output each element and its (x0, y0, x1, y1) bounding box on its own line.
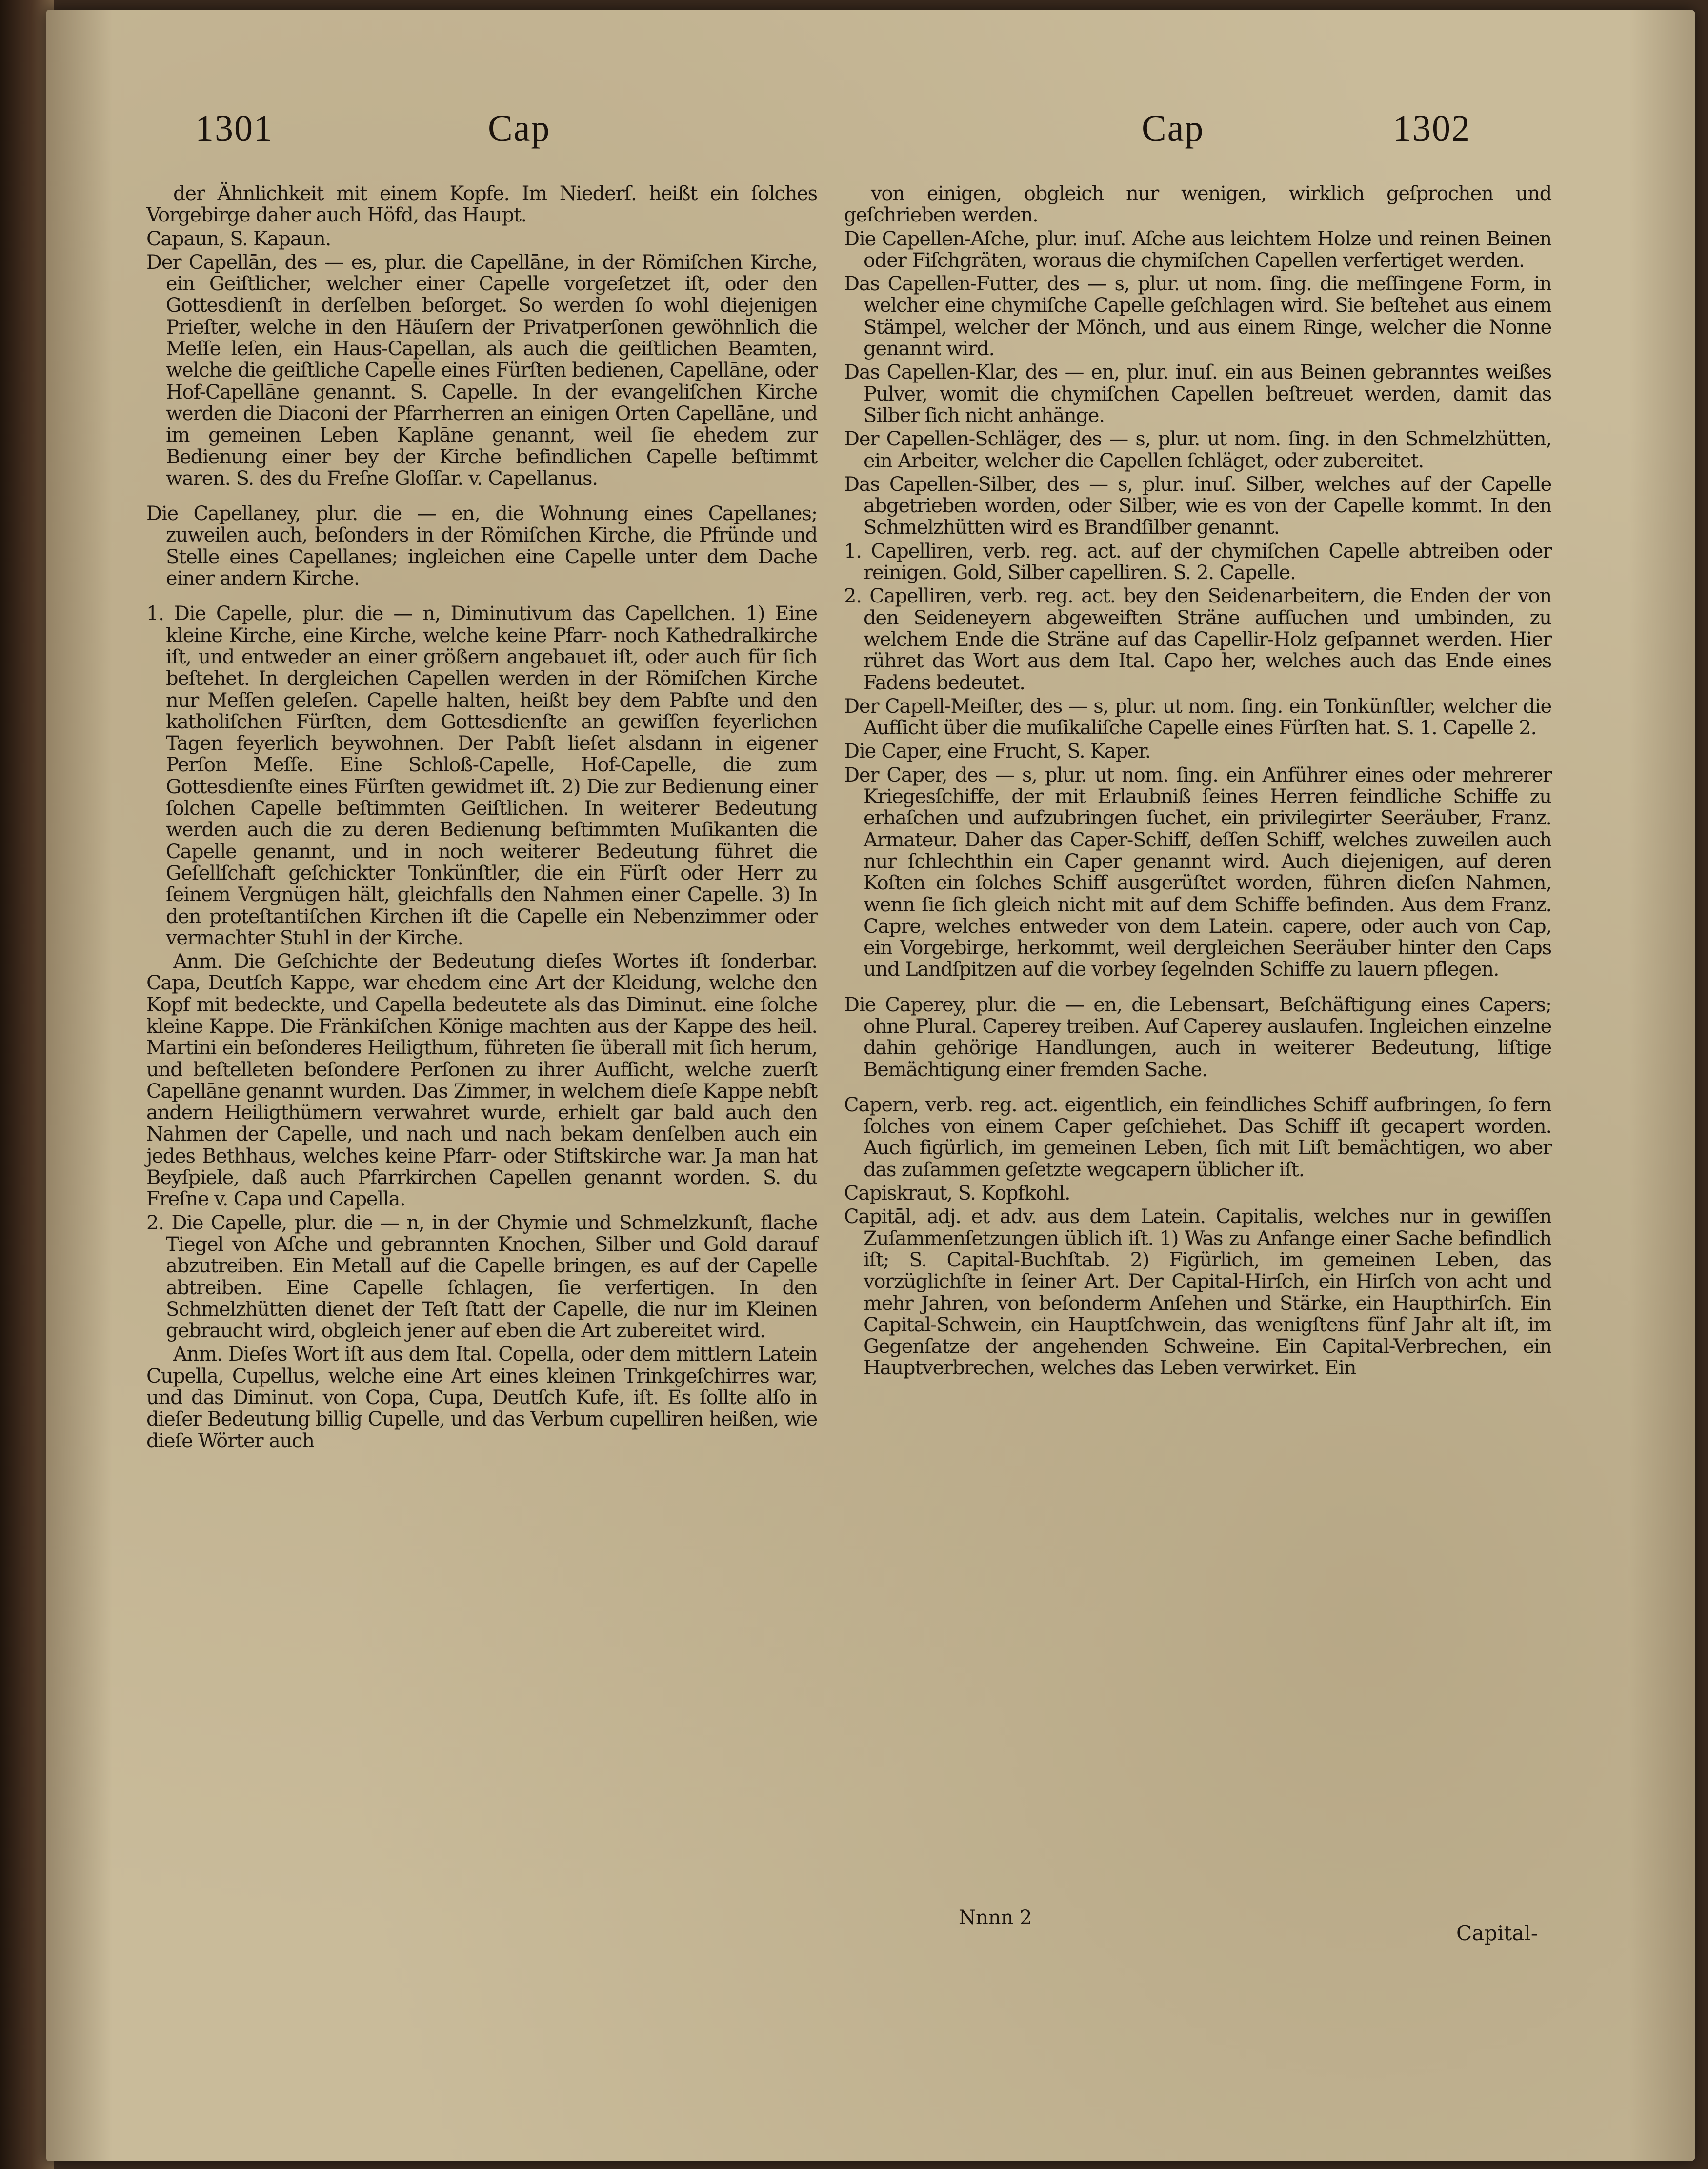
entry-capellen-klar: Das Capellen-Klar, des — en, plur. inuſ. ein aus Beinen gebranntes weißes Pulver, womit die chymiſchen Capellen beſtreuet werden, damit das Silber ſich nicht anhänge. (844, 361, 1551, 427)
entry-caper-fruit: Die Caper, eine Frucht, S. Kaper. (844, 740, 1151, 763)
right-column (844, 183, 1551, 1381)
left-column (146, 183, 817, 1454)
entry-continuation-right: von einigen, obgleich nur wenigen, wirklich geſprochen und geſchrieben werden. (844, 182, 1551, 227)
book-page (46, 10, 1695, 2161)
entry-capiskraut: Capiskraut, S. Kopfkohl. (844, 1182, 1070, 1205)
entry-capelliren-1: 1. Capelliren, verb. reg. act. auf der chymiſchen Capelle abtreiben oder reinigen. Gold, Silber capelliren. S. 2. Capelle. (844, 540, 1551, 584)
entry-capelle-2-note: Anm. Dieſes Wort iſt aus dem Ital. Copella, oder dem mittlern Latein Cupella, Cupellus, welche eine Art eines kleinen Trinkgeſchirres war, und das Diminut. von Copa, Cupa, Deutſch Kufe, iſt. Es ſollte alſo in dieſer Bedeutung billig Cupelle, und das Verbum cupelliren heißen, wie dieſe Wörter auch (146, 1343, 817, 1452)
entry-capellan: Der Capellān, des — es, plur. die Capellāne, in der Römiſchen Kirche, ein Geiſtlicher, welcher einer Capelle vorgeſetzet iſt, oder den Gottesdienſt in derſelben beſorget. So werden ſo wohl diejenigen Prieſter, welche in den Häuſern der Privatperſonen gewöhnlich die Meſſe leſen, ein Haus-Capellan, als auch die geiſtlichen Beamten, welche die geiſtliche Capelle eines Fürſten bedienen, Capellāne, oder Hof-Capellāne genannt. S. Capelle. In der evangeliſchen Kirche werden die Diaconi der Pfarrherren an einigen Orten Capellāne, und im gemeinen Leben Kaplāne genannt, weil ſie ehedem zur Bedienung einer bey der Kirche befindlichen Capelle beſtimmt waren. S. des du Freſne Gloſſar. v. Capellanus. (146, 251, 817, 490)
entry-capell-meister: Der Capell-Meiſter, des — s, plur. ut nom. ſing. ein Tonkünſtler, welcher die Aufſicht über die muſikaliſche Capelle eines Fürſten hat. S. 1. Capelle 2. (844, 695, 1551, 740)
left-running-head: Cap (488, 108, 551, 149)
right-page-number: 1302 (1393, 108, 1471, 149)
entry-caper: Der Caper, des — s, plur. ut nom. ſing. ein Anführer eines oder mehrerer Kriegesſchiffe, der mit Erlaubniß ſeines Herren feindliche Schiffe zu erhaſchen und aufzubringen ſuchet, ein privilegirter Seeräuber, Franz. Armateur. Daher das Caper-Schiff, deſſen Schiff, welches zuweilen auch nur ſchlechthin ein Caper genannt wird. Auch diejenigen, auf deren Koſten ein ſolches Schiff ausgerüſtet worden, führen dieſen Nahmen, wenn ſie ſich gleich nicht mit auf dem Schiffe befinden. Aus dem Franz. Capre, welches entweder von dem Latein. capere, oder auch von Cap, ein Vorgebirge, herkommt, weil dergleichen Seeräuber hinter den Caps und Landſpitzen auf die vorbey ſegelnden Schiffe zu lauern pflegen. (844, 763, 1551, 981)
entry-capellen-futter: Das Capellen-Futter, des — s, plur. ut nom. ſing. die meſſingene Form, in welcher eine chymiſche Capelle geſchlagen wird. Sie beſtehet aus einem Stämpel, welcher der Mönch, und aus einem Ringe, welcher die Nonne genannt wird. (844, 273, 1551, 361)
entry-capellen-silber: Das Capellen-Silber, des — s, plur. inuſ. Silber, welches auf der Capelle abgetrieben worden, oder Silber, wie es von der Capelle kommt. In den Schmelzhütten wird es Brandſilber genannt. (844, 473, 1551, 539)
right-running-head: Cap (1142, 108, 1205, 149)
entry-capital: Capitāl, adj. et adv. aus dem Latein. Capitalis, welches nur in gewiſſen Zuſammenſetzungen üblich iſt. 1) Was zu Anfange einer Sache befindlich iſt; S. Capital-Buchſtab. 2) Figürlich, im gemeinen Leben, das vorzüglichſte in ſeiner Art. Der Capital-Hirſch, ein Hirſch von acht und mehr Jahren, von beſonderm Anſehen und Stärke, ein Haupthirſch. Ein Capital-Schwein, ein Hauptſchwein, das wenigſtens fünf Jahr alt iſt, im Gegenſatze der angehenden Schweine. Ein Capital-Verbrechen, ein Hauptverbrechen, welches das Leben verwirket. Ein (844, 1205, 1551, 1380)
entry-capelliren-2: 2. Capelliren, verb. reg. act. bey den Seidenarbeitern, die Enden der von den Seideneyern abgeweiften Sträne aufſuchen und umbinden, zu welchem Ende die Sträne auf das Capellir-Holz geſpannet werden. Hier rühret das Wort aus dem Ital. Capo her, welches auch das Ende eines Fadens bedeutet. (844, 585, 1551, 694)
entry-caperey: Die Caperey, plur. die — en, die Lebensart, Beſchäftigung eines Capers; ohne Plural. Caperey treiben. Auf Caperey auslaufen. Ingleichen einzelne dahin gehörige Handlungen, auch in weiterer Bedeutung, liſtige Bemächtigung einer fremden Sache. (844, 993, 1551, 1081)
entry-capellaney: Die Capellaney, plur. die — en, die Wohnung eines Capellanes; zuweilen auch, beſonders in der Römiſchen Kirche, die Pfründe und Stelle eines Capellanes; ingleichen eine Capelle unter dem Dache einer andern Kirche. (146, 502, 817, 590)
entry-capern: Capern, verb. reg. act. eigentlich, ein feindliches Schiff aufbringen, ſo fern ſolches von einem Caper geſchiehet. Das Schiff iſt gecapert worden. Auch figürlich, im gemeinen Leben, ſich mit Liſt bemächtigen, wo aber das zuſammen geſetzte wegcapern üblicher iſt. (844, 1093, 1551, 1181)
entry-capelle-2: 2. Die Capelle, plur. die — n, in der Chymie und Schmelzkunſt, flache Tiegel von Aſche und gebrannten Knochen, Silber und Gold darauf abzutreiben. Ein Metall auf die Capelle bringen, es auf der Capelle abtreiben. Eine Capelle ſchlagen, ſie verfertigen. In den Schmelzhütten dienet der Teſt ſtatt der Capelle, die nur im Kleinen gebraucht wird, obgleich jener auf eben die Art zubereitet wird. (146, 1211, 817, 1343)
page-header (46, 107, 1695, 181)
entry-continuation: der Ähnlichkeit mit einem Kopfe. Im Niederſ. heißt ein ſolches Vorgebirge daher auch Höfd, das Haupt. (146, 182, 817, 227)
entry-capellen-schlaeger: Der Capellen-Schläger, des — s, plur. ut nom. ſing. in den Schmelzhütten, ein Arbeiter, welcher die Capellen ſchläget, oder zubereitet. (844, 428, 1551, 472)
left-page-number: 1301 (195, 108, 273, 149)
entry-capaun: Capaun, S. Kapaun. (146, 227, 331, 250)
entry-capelle-1-note: Anm. Die Geſchichte der Bedeutung dieſes Wortes iſt ſonderbar. Capa, Deutſch Kappe, war ehedem eine Art der Kleidung, welche den Kopf mit bedeckte, und Capella bedeutete als das Diminut. eine ſolche kleine Kappe. Die Fränkiſchen Könige machten aus der Kappe des heil. Martini ein beſonderes Heiligthum, führeten ſie überall mit ſich herum, und beſtelleten beſondere Perſonen zu ihrer Aufſicht, welche zuerſt Capellāne genannt wurden. Das Zimmer, in welchem dieſe Kappe nebſt andern Heiligthümern verwahret wurde, erhielt gar bald auch den Nahmen der Capelle, und nach und nach bekam denſelben auch ein jedes Bethhaus, welches keine Pfarr- oder Stiftskirche war. Ja man hat Beyſpiele, daß auch Pfarrkirchen Capellen genannt worden. S. du Freſne v. Capa und Capella. (146, 950, 817, 1211)
book-spine (0, 0, 54, 2169)
entry-capelle-1: 1. Die Capelle, plur. die — n, Diminutivum das Capellchen. 1) Eine kleine Kirche, eine Kirche, welche keine Pfarr- noch Kathedralkirche iſt, und entweder an einer größern angebauet iſt, oder auch für ſich beſtehet. In dergleichen Capellen werden in der Römiſchen Kirche nur Meſſen geleſen. Capelle halten, heißt bey dem Pabſte und den katholiſchen Fürſten, dem Gottesdienſte an gewiſſen feyerlichen Tagen feyerlich beywohnen. Der Pabſt lieſet alsdann in eigener Perſon Meſſe. Eine Schloß-Capelle, Hof-Capelle, die zum Gottesdienſte eines Fürſten gewidmet iſt. 2) Die zur Bedienung einer ſolchen Capelle beſtimmten Geiſtlichen. In weiterer Bedeutung werden auch die zu deren Bedienung beſtimmten Muſikanten die Capelle genannt, und in noch weiterer Bedeutung führet die Geſellſchaft geſchickter Tonkünſtler, die ein Fürſt oder Herr zu ſeinem Vergnügen hält, gleichfalls den Nahmen einer Capelle. 3) In den proteſtantiſchen Kirchen iſt die Capelle ein Nebenzimmer oder vermachter Stuhl in der Kirche. (146, 602, 817, 949)
catchword: Capital- (1456, 1921, 1538, 1945)
signature-mark: Nnnn 2 (959, 1907, 1032, 1929)
entry-capellen-asche: Die Capellen-Aſche, plur. inuſ. Aſche aus leichtem Holze und reinen Beinen oder Fiſchgräten, woraus die chymiſchen Capellen verfertiget werden. (844, 227, 1551, 272)
